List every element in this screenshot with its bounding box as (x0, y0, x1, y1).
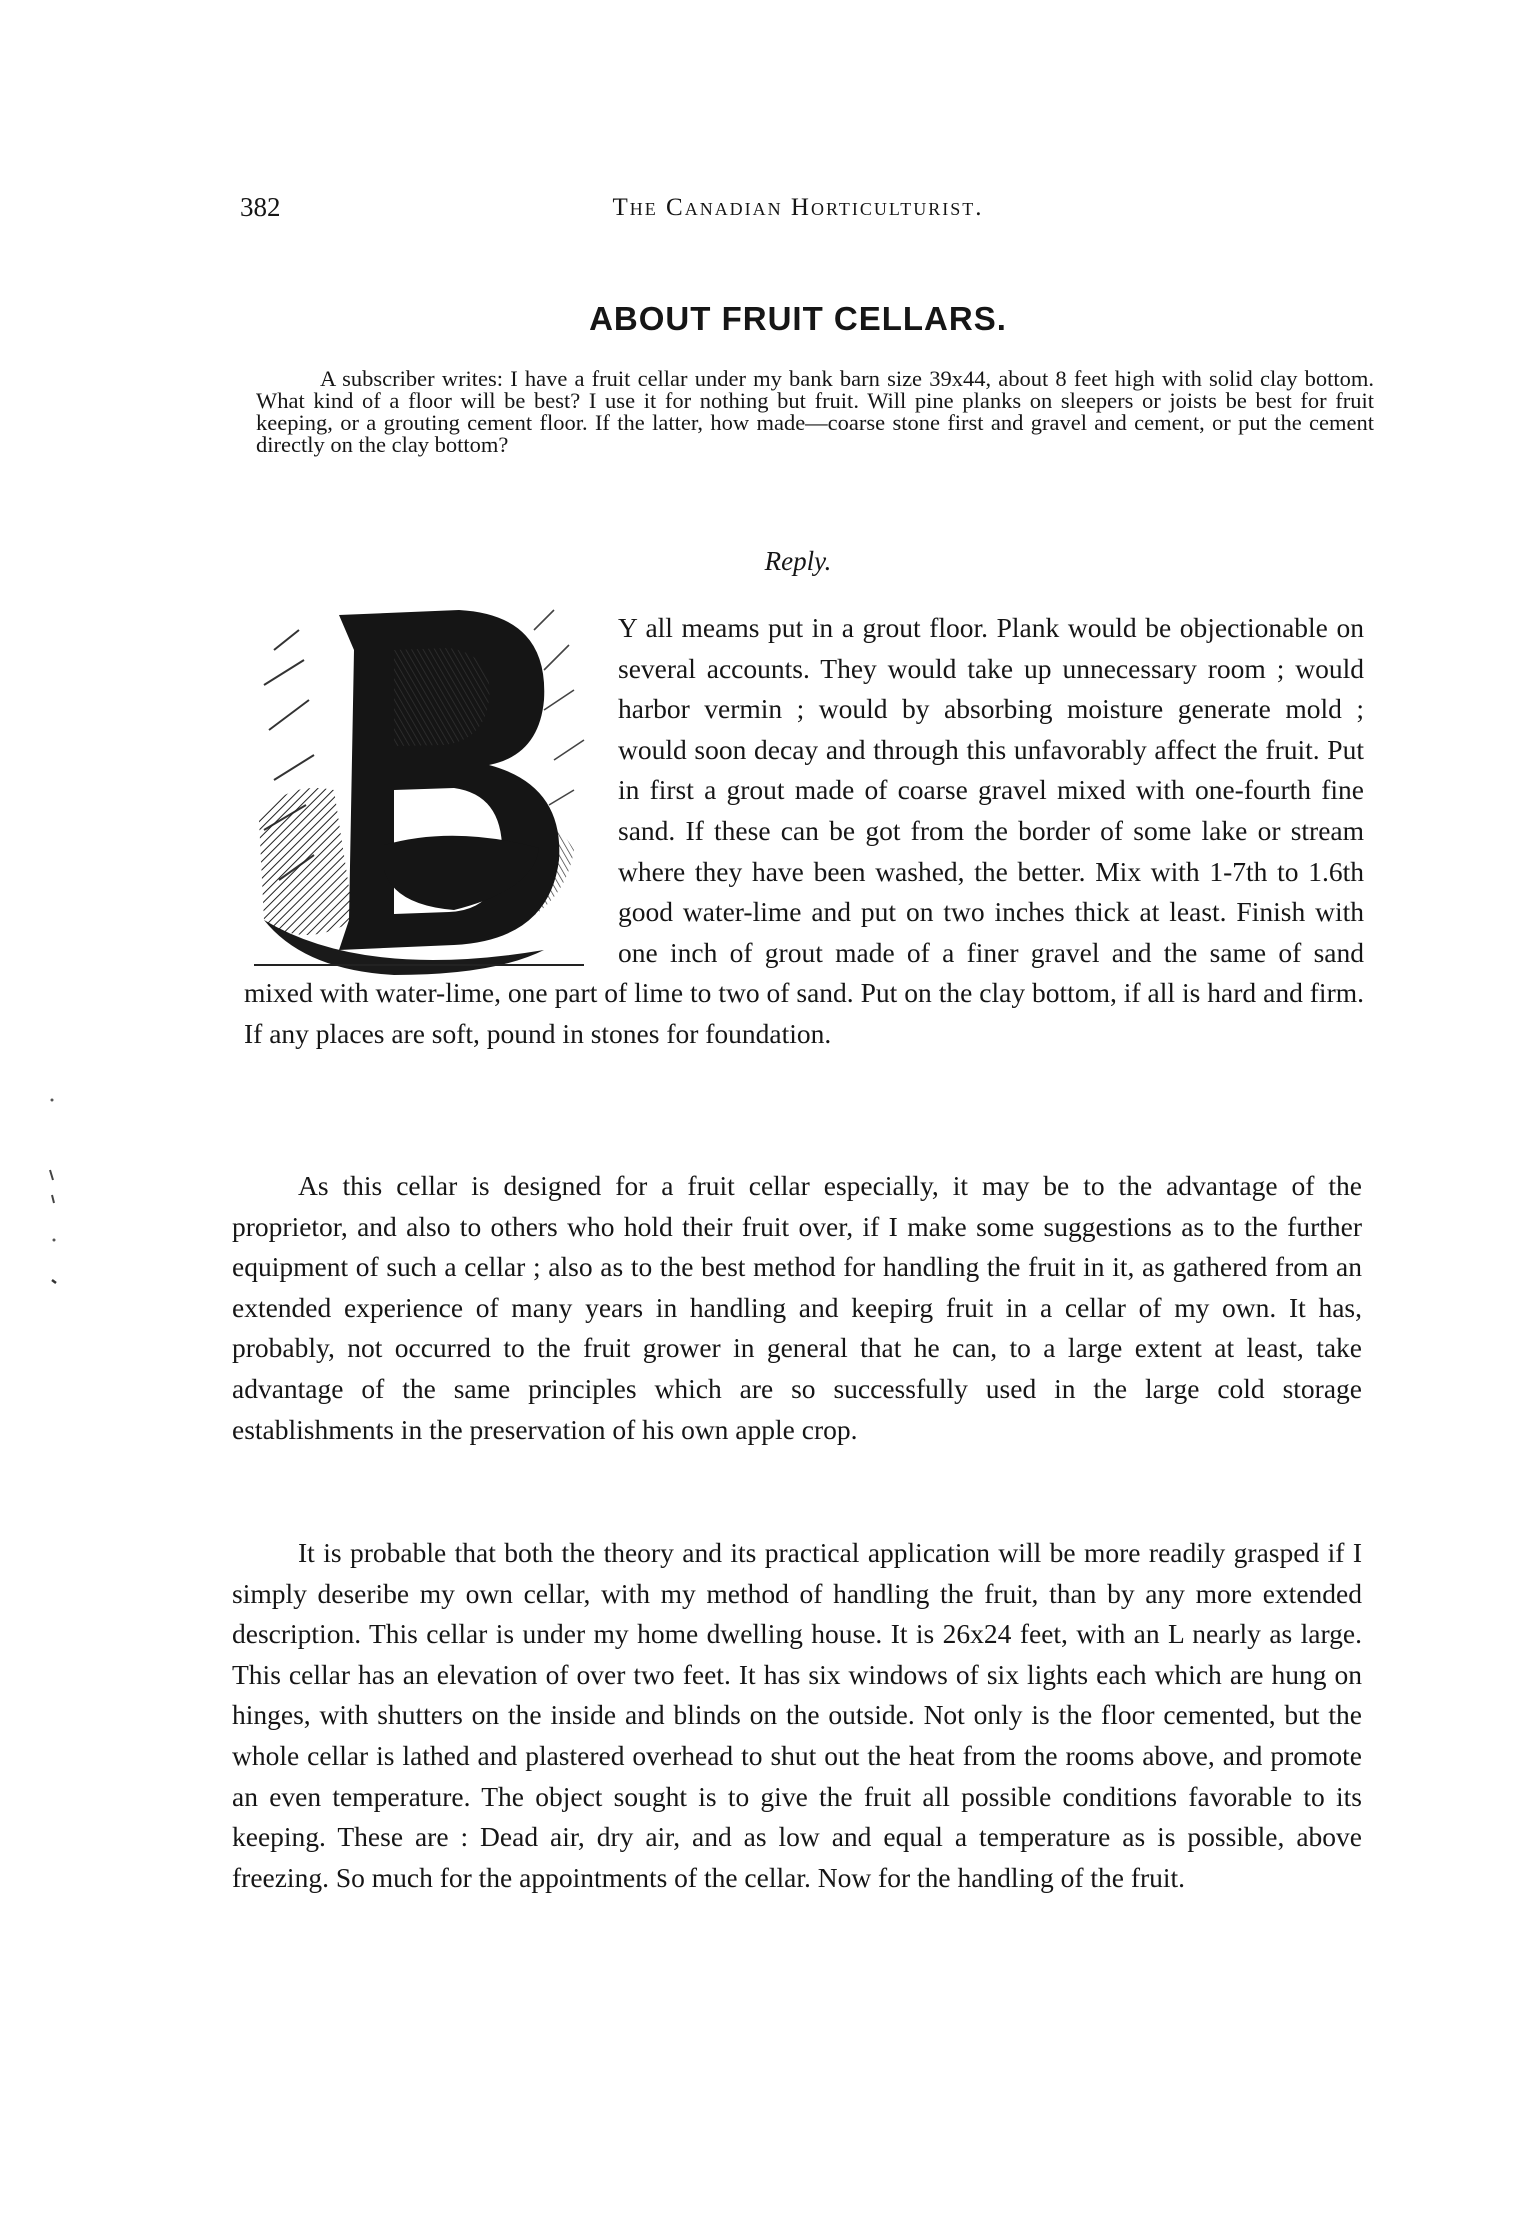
reply-first-paragraph-text: Y all meams put in a grout floor. Plank would be objectionable on several accounts. They would take up unnecessary room ; would harbor vermin ; would by absorbing moisture generate mold ; would soon decay and through this unfavorably affect the fruit. Put in first a grout made of coarse gravel mixed with one-fourth fine sand. If these can be got from the border of some lake or stream where they have been washed, the better. Mix with 1-7th to 1.6th good water-lime and put on two inches thick at least. Finish with one inch of grout made of a finer gravel and the same of sand mixed with water-lime, one part of lime to two of sand. Put on the clay bottom, if all is hard and firm. If any places are soft, pound in stones for foundation. (244, 612, 1364, 1049)
subscriber-question: A subscriber writes: I have a fruit cellar under my bank barn size 39x44, about 8 feet high with solid clay bottom. What kind of a floor will be best? I use it for nothing but fruit. Will pine planks on sleepers or joists be best for fruit keeping, or a grouting cement floor. If the latter, how made—coarse stone first and gravel and cement, or put the cement directly on the clay bottom? (256, 366, 1374, 457)
article-title: ABOUT FRUIT CELLARS. (589, 300, 1007, 337)
margin-specks-icon (40, 1080, 70, 1300)
reply-heading: Reply. (764, 546, 832, 576)
running-head (228, 192, 1368, 232)
paragraph-3: It is probable that both the theory and its practical application will be more readily grasped if I simply deseribe my own cellar, with my method of handling the fruit, than by any more extended description. This cellar is under my home dwelling house. It is 26x24 feet, with an L nearly as large. This cellar has an elevation of over two feet. It has six windows of six lights each which are hung on hinges, with shutters on the inside and blinds on the outside. Not only is the floor cemented, but the whole cellar is lathed and plastered overhead to shut out the heat from the rooms above, and promote an even temperature. The object sought is to give the fruit all possible conditions favorable to its keeping. These are : Dead air, dry air, and as low and equal a temperature as is possible, above freezing. So much for the appointments of the cellar. Now for the handling of the fruit. (232, 1537, 1362, 1893)
reply-first-paragraph (244, 608, 1364, 1055)
page-number: 382 (240, 192, 281, 222)
drop-cap-space (244, 608, 618, 973)
journal-title: The Canadian Horticulturist. (612, 194, 984, 221)
paragraph-2: As this cellar is designed for a fruit cellar especially, it may be to the advantage of the proprietor, and also to others who hold their fruit over, if I make some suggestions as to the further equipment of such a cellar ; also as to the best method for handling the fruit in it, as gathered from an extended experience of many years in handling and keepirg fruit in a cellar of my own. It has, probably, not occurred to the fruit grower in general that he can, to a large extent at least, take advantage of the same principles which are so successfully used in the large cold storage establishments in the preservation of his own apple crop. (232, 1170, 1362, 1445)
